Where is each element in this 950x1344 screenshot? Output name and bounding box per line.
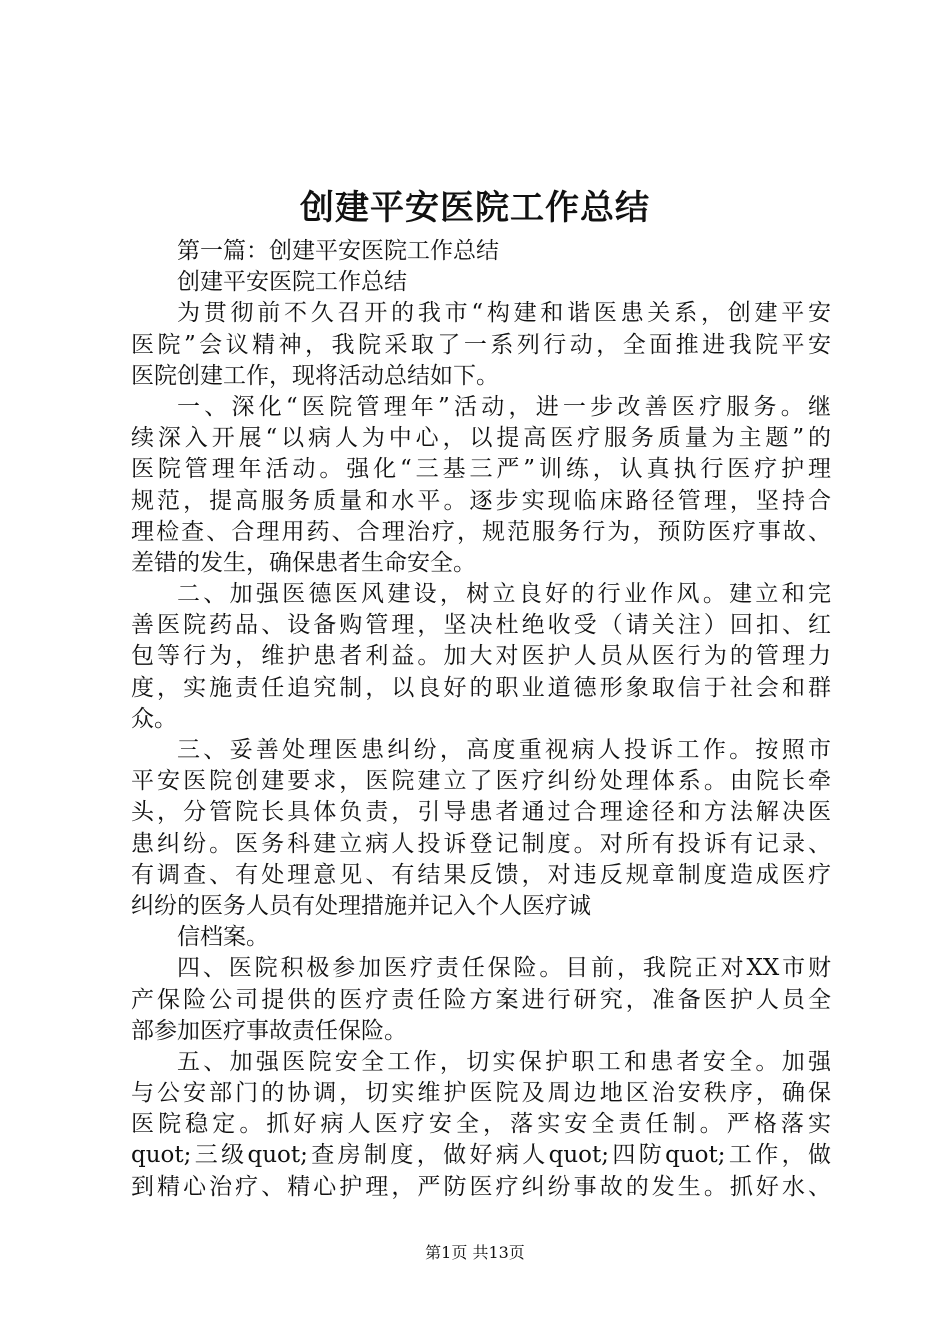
text-line: 医院稳定。抓好病人医疗安全，落实安全责任制。严格落实 xyxy=(131,1111,831,1138)
text-line: 续深入开展“以病人为中心，以提高医疗服务质量为主题”的 xyxy=(131,425,831,452)
text-line: 信档案。 xyxy=(177,924,269,951)
text-line: 医院”会议精神，我院采取了一系列行动，全面推进我院平安 xyxy=(131,331,831,358)
text-line: 包等行为，维护患者利益。加大对医护人员从医行为的管理力 xyxy=(131,643,831,670)
page-footer: 第1页 共13页 xyxy=(425,1243,525,1262)
text-line: 纠纷的医务人员有处理措施并记入个人医疗诚 xyxy=(131,892,591,919)
text-line: 规范，提高服务质量和水平。逐步实现临床路径管理，坚持合 xyxy=(131,487,831,514)
text-line: 平安医院创建要求，医院建立了医疗纠纷处理体系。由院长牵 xyxy=(131,768,831,795)
text-line: 第一篇：创建平安医院工作总结 xyxy=(177,238,499,264)
text-line: quot;三级quot;查房制度，做好病人quot;四防quot;工作，做 xyxy=(131,1142,831,1169)
text-line: 医院创建工作，现将活动总结如下。 xyxy=(131,362,499,389)
text-line: 医院管理年活动。强化“三基三严”训练，认真执行医疗护理 xyxy=(131,456,831,483)
text-line: 三、妥善处理医患纠纷，高度重视病人投诉工作。按照市 xyxy=(177,737,831,763)
text-line: 患纠纷。医务科建立病人投诉登记制度。对所有投诉有记录、 xyxy=(131,830,831,857)
document-title: 创建平安医院工作总结 xyxy=(300,188,650,228)
text-line: 创建平安医院工作总结 xyxy=(177,269,407,296)
text-line: 一、深化“医院管理年”活动，进一步改善医疗服务。继 xyxy=(177,393,831,420)
text-line: 部参加医疗事故责任保险。 xyxy=(131,1017,407,1044)
text-line: 理检查、合理用药、合理治疗，规范服务行为，预防医疗事故、 xyxy=(131,518,831,545)
text-line: 产保险公司提供的医疗责任险方案进行研究，准备医护人员全 xyxy=(131,986,831,1013)
text-line: 与公安部门的协调，切实维护医院及周边地区治安秩序，确保 xyxy=(131,1080,831,1107)
text-line: 善医院药品、设备购管理，坚决杜绝收受（请关注）回扣、红 xyxy=(131,612,831,639)
text-line: 头，分管院长具体负责，引导患者通过合理途径和方法解决医 xyxy=(131,799,831,826)
document-body xyxy=(131,236,831,1203)
text-line: 众。 xyxy=(131,705,177,732)
text-line: 四、医院积极参加医疗责任保险。目前，我院正对XX市财 xyxy=(177,955,831,982)
text-line: 差错的发生，确保患者生命安全。 xyxy=(131,549,476,576)
text-line: 五、加强医院安全工作，切实保护职工和患者安全。加强 xyxy=(177,1048,831,1075)
text-line: 有调查、有处理意见、有结果反馈，对违反规章制度造成医疗 xyxy=(131,861,831,888)
text-line: 度，实施责任追究制，以良好的职业道德形象取信于社会和群 xyxy=(131,674,831,701)
text-line: 二、加强医德医风建设，树立良好的行业作风。建立和完 xyxy=(177,581,831,608)
text-line: 为贯彻前不久召开的我市“构建和谐医患关系，创建平安 xyxy=(177,300,831,327)
text-line: 到精心治疗、精心护理，严防医疗纠纷事故的发生。抓好水、 xyxy=(131,1173,831,1200)
